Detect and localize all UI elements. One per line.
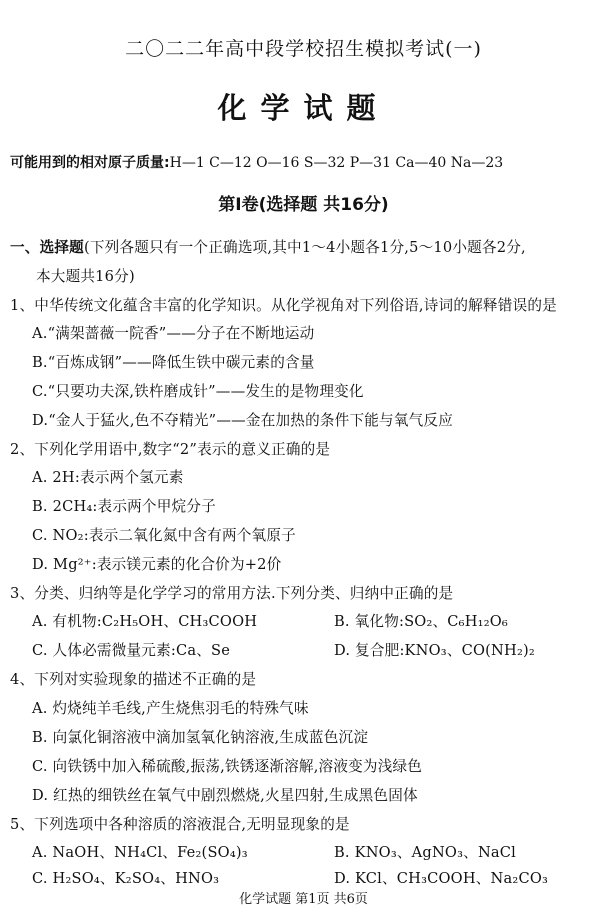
question-5-option-c: C. H₂SO₄、K₂SO₄、HNO₃ [32, 870, 220, 887]
atomic-masses-values: H—1 C—12 O—16 S—32 P—31 Ca—40 Na—23 [169, 155, 504, 171]
question-2-option-b: B. 2CH₄:表示两个甲烷分子 [32, 498, 216, 515]
question-3-option-b: B. 氧化物:SO₂、C₆H₁₂O₆ [334, 613, 508, 630]
question-4-option-c: C. 向铁锈中加入稀硫酸,振荡,铁锈逐渐溶解,溶液变为浅绿色 [32, 758, 423, 775]
question-2-option-c: C. NO₂:表示二氧化氮中含有两个氧原子 [32, 527, 296, 544]
section-label: 一、选择题 [10, 239, 84, 256]
question-2-option-a: A. 2H:表示两个氢元素 [32, 469, 184, 486]
question-1-option-c: C.“只要功夫深,铁杵磨成针”——发生的是物理变化 [32, 383, 364, 400]
question-1-stem: 1、中华传统文化蕴含丰富的化学知识。从化学视角对下列俗语,诗词的解释错误的是 [10, 297, 557, 314]
question-1-option-d: D.“金人于猛火,色不夺精光”——金在加热的条件下能与氧气反应 [32, 412, 454, 429]
question-5-option-a: A. NaOH、NH₄Cl、Fe₂(SO₄)₃ [32, 844, 248, 861]
question-3-option-c: C. 人体必需微量元素:Ca、Se [32, 642, 231, 659]
atomic-masses-label: 可能用到的相对原子质量: [10, 155, 170, 171]
subject-title: 化学试题 [217, 91, 390, 125]
question-1-option-b: B.“百炼成钢”——降低生铁中碳元素的含量 [32, 354, 315, 371]
question-2-option-d: D. Mg²⁺:表示镁元素的化合价为+2价 [32, 556, 282, 573]
question-5-stem: 5、下列选项中各种溶质的溶液混合,无明显现象的是 [10, 816, 350, 833]
exam-title: 二〇二二年高中段学校招生模拟考试(一) [125, 38, 482, 60]
question-4-option-b: B. 向氯化铜溶液中滴加氢氧化钠溶液,生成蓝色沉淀 [32, 729, 369, 746]
question-3-option-a: A. 有机物:C₂H₅OH、CH₃COOH [32, 613, 258, 630]
question-5-option-d: D. KCl、CH₃COOH、Na₂CO₃ [334, 870, 549, 887]
question-3-option-d: D. 复合肥:KNO₃、CO(NH₂)₂ [334, 642, 535, 659]
question-5-option-b: B. KNO₃、AgNO₃、NaCl [334, 844, 517, 861]
part-title: 第Ⅰ卷(选择题 共16分) [218, 195, 389, 215]
section-instruction-continued: 本大题共16分) [36, 268, 135, 285]
question-2-stem: 2、下列化学用语中,数字“2”表示的意义正确的是 [10, 441, 331, 458]
section-instruction: (下列各题只有一个正确选项,其中1～4小题各1分,5～10小题各2分, [83, 239, 526, 256]
atomic-masses-line [10, 152, 503, 172]
question-4-option-a: A. 灼烧纯羊毛线,产生烧焦羽毛的特殊气味 [32, 700, 309, 717]
page-footer: 化学试题 第1页 共6页 [239, 892, 368, 907]
question-1-option-a: A.“满架蔷薇一院香”——分子在不断地运动 [32, 325, 315, 342]
question-4-stem: 4、下列对实验现象的描述不正确的是 [10, 671, 257, 688]
section-heading [10, 236, 526, 257]
question-4-option-d: D. 红热的细铁丝在氧气中剧烈燃烧,火星四射,生成黑色固体 [32, 787, 418, 804]
question-3-stem: 3、分类、归纳等是化学学习的常用方法.下列分类、归纳中正确的是 [10, 585, 454, 602]
